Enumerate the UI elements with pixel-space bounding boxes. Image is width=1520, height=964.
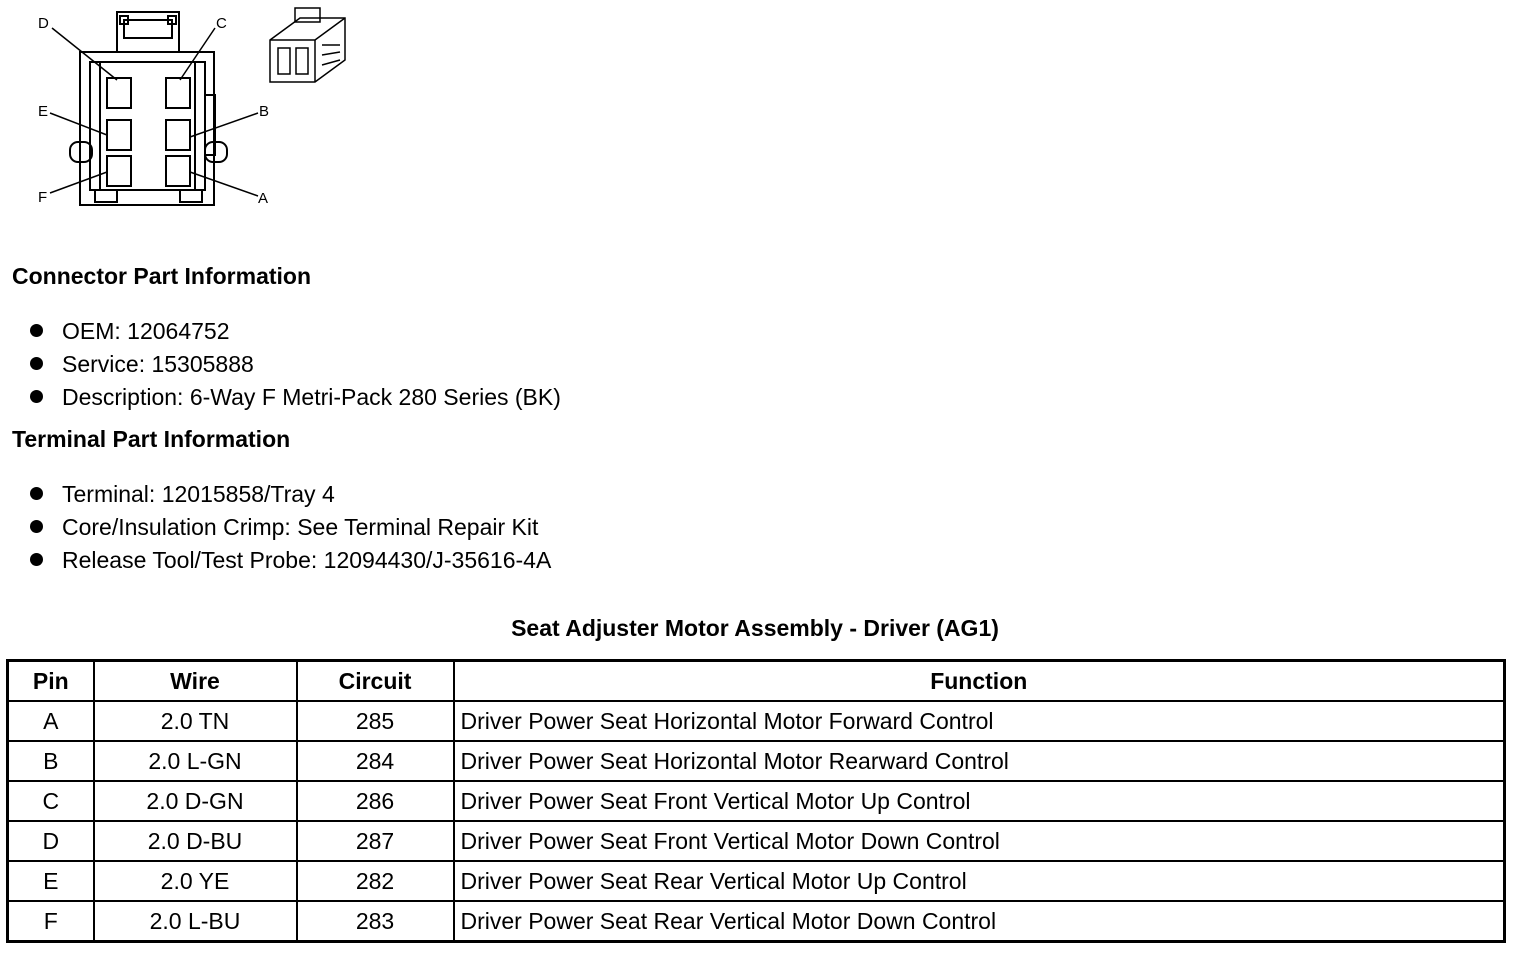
cavity-C — [166, 78, 190, 108]
table-row — [8, 701, 1505, 741]
bullet-icon — [30, 487, 43, 500]
table-row — [8, 821, 1505, 861]
pin-label-e: E — [38, 103, 49, 120]
column-header-function: Function — [454, 661, 1505, 702]
wire-cell: 2.0 L-BU — [94, 901, 297, 942]
column-header-wire: Wire — [94, 661, 297, 702]
pin-cell: E — [8, 861, 94, 901]
function-cell: Driver Power Seat Rear Vertical Motor Up Control — [454, 861, 1505, 901]
bullet-icon — [30, 553, 43, 566]
pin-label-a: A — [258, 190, 269, 207]
circuit-cell: 282 — [297, 861, 454, 901]
circuit-cell: 283 — [297, 901, 454, 942]
pin-cell: B — [8, 741, 94, 781]
connector-isometric-view — [270, 8, 345, 82]
terminal-part-info-heading: Terminal Part Information — [12, 426, 291, 452]
bullet-icon — [30, 324, 43, 337]
pin-cell: D — [8, 821, 94, 861]
connector-part-info-heading: Connector Part Information — [12, 263, 312, 289]
circuit-cell: 287 — [297, 821, 454, 861]
cavity-D — [107, 78, 131, 108]
function-cell: Driver Power Seat Horizontal Motor Forward Control — [454, 701, 1505, 741]
pin-label-c: C — [216, 15, 227, 32]
pin-label-f: F — [38, 189, 48, 206]
cavity-F — [107, 156, 131, 186]
table-row — [8, 861, 1505, 901]
table-row — [8, 901, 1505, 942]
cavity-E — [107, 120, 131, 150]
column-header-circuit: Circuit — [297, 661, 454, 702]
bullet-icon — [30, 357, 43, 370]
wire-cell: 2.0 D-BU — [94, 821, 297, 861]
list-item: Terminal: 12015858/Tray 4 — [30, 478, 551, 511]
table-header-row — [8, 661, 1505, 702]
pinout-table — [6, 659, 1506, 943]
terminal-part-info-list — [30, 478, 551, 577]
bullet-icon — [30, 390, 43, 403]
pin-cell: C — [8, 781, 94, 821]
connector-face-diagram — [0, 0, 360, 215]
circuit-cell: 286 — [297, 781, 454, 821]
wire-cell: 2.0 YE — [94, 861, 297, 901]
function-cell: Driver Power Seat Horizontal Motor Rearward Control — [454, 741, 1505, 781]
cavity-A — [166, 156, 190, 186]
wire-cell: 2.0 L-GN — [94, 741, 297, 781]
bullet-icon — [30, 520, 43, 533]
pin-cell: F — [8, 901, 94, 942]
table-row — [8, 741, 1505, 781]
cavity-B — [166, 120, 190, 150]
function-cell: Driver Power Seat Rear Vertical Motor Down Control — [454, 901, 1505, 942]
list-item: Service: 15305888 — [30, 348, 561, 381]
pin-label-b: B — [259, 103, 270, 120]
wire-cell: 2.0 D-GN — [94, 781, 297, 821]
function-cell: Driver Power Seat Front Vertical Motor Down Control — [454, 821, 1505, 861]
list-item: Core/Insulation Crimp: See Terminal Repair Kit — [30, 511, 551, 544]
connector-part-info-list — [30, 315, 561, 414]
column-header-pin: Pin — [8, 661, 94, 702]
list-item: Description: 6-Way F Metri-Pack 280 Series (BK) — [30, 381, 561, 414]
table-row — [8, 781, 1505, 821]
list-item: OEM: 12064752 — [30, 315, 561, 348]
wire-cell: 2.0 TN — [94, 701, 297, 741]
circuit-cell: 284 — [297, 741, 454, 781]
pin-cell: A — [8, 701, 94, 741]
pin-label-d: D — [38, 15, 49, 32]
function-cell: Driver Power Seat Front Vertical Motor Up Control — [454, 781, 1505, 821]
table-title: Seat Adjuster Motor Assembly - Driver (AG1) — [511, 615, 999, 641]
circuit-cell: 285 — [297, 701, 454, 741]
list-item: Release Tool/Test Probe: 12094430/J-35616-4A — [30, 544, 551, 577]
